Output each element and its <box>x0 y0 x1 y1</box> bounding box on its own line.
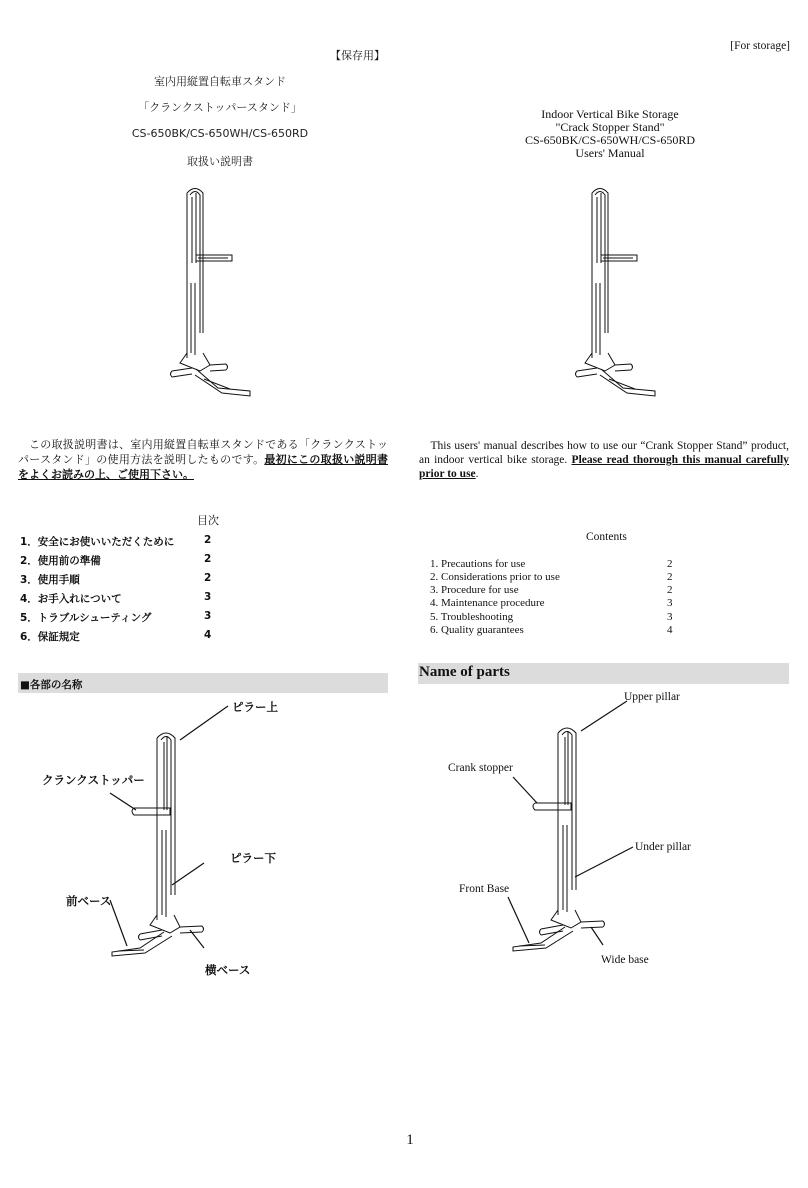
stand-illustration-jp <box>160 183 250 398</box>
label-front-base-jp: 前ベース <box>66 894 112 908</box>
toc-page-en: 3 <box>667 611 673 623</box>
label-wide-base-jp: 横ベース <box>205 963 251 977</box>
page-number: 1 <box>406 1132 414 1148</box>
toc-page-en: 4 <box>667 624 673 636</box>
parts-heading-jp: ■各部の名称 <box>20 679 83 691</box>
toc-page-en: 2 <box>667 558 673 570</box>
toc-item-en[interactable]: 1. Precautions for use <box>430 558 526 570</box>
toc-page-jp: 2 <box>204 572 212 584</box>
label-under-pillar-jp: ピラー下 <box>230 851 276 865</box>
title-jp-line1: 室内用縦置自転車スタンド <box>154 75 286 88</box>
intro-end-en: . <box>475 468 479 480</box>
intro-paragraph-en <box>419 439 789 481</box>
storage-tag-en: [For storage] <box>730 40 790 52</box>
toc-item-en[interactable]: 4. Maintenance procedure <box>430 597 545 609</box>
toc-page-en: 2 <box>667 571 673 583</box>
toc-item-jp[interactable]: 6．保証規定 <box>20 631 80 643</box>
toc-page-jp: 2 <box>204 553 212 565</box>
toc-page-en: 2 <box>667 584 673 596</box>
label-front-base-en: Front Base <box>459 883 510 895</box>
toc-page-jp: 3 <box>204 610 212 622</box>
intro-emphasis-jp: 最初にこの取扱い説明書をよくお読みの上、ご使用下さい。 <box>18 453 388 481</box>
intro-emphasis-en: Please read thorough this manual carefully prior to use <box>419 454 789 480</box>
toc-item-jp[interactable]: 1．安全にお使いいただくために <box>20 536 175 548</box>
title-en-line3: CS-650BK/CS-650WH/CS-650RD <box>524 133 696 147</box>
toc-item-en[interactable]: 5. Troubleshooting <box>430 611 514 623</box>
toc-page-en: 3 <box>667 597 673 609</box>
toc-page-jp: 2 <box>204 534 212 546</box>
toc-item-jp[interactable]: 4．お手入れについて <box>20 593 122 605</box>
label-crank-stopper-en: Crank stopper <box>448 762 513 774</box>
toc-page-jp: 4 <box>204 629 212 641</box>
label-crank-stopper-jp: クランクストッパー <box>42 773 145 787</box>
title-en-line2: "Crack Stopper Stand" <box>555 120 665 134</box>
toc-item-jp[interactable]: 2．使用前の準備 <box>20 555 101 567</box>
intro-text-en: This users' manual describes how to use our “Crank Stopper Stand” product, an indoor vertical bike storage. <box>419 440 789 466</box>
toc-title-en: Contents <box>586 531 627 543</box>
label-upper-pillar-en: Upper pillar <box>624 691 680 703</box>
label-under-pillar-en: Under pillar <box>635 841 691 853</box>
title-en-line1: Indoor Vertical Bike Storage <box>541 107 679 121</box>
toc-item-en[interactable]: 3. Procedure for use <box>430 584 519 596</box>
storage-tag-jp: 【保存用】 <box>330 49 385 62</box>
label-wide-base-en: Wide base <box>601 954 649 966</box>
toc-title-jp: 目次 <box>197 514 219 527</box>
stand-illustration-en <box>565 183 655 398</box>
parts-heading-en: Name of parts <box>419 664 510 680</box>
toc-item-jp[interactable]: 5．トラブルシューティング <box>20 612 152 624</box>
parts-diagram-en <box>505 715 635 965</box>
title-jp-line2: 「クランクストッパースタンド」 <box>138 101 302 114</box>
toc-item-en[interactable]: 2. Considerations prior to use <box>430 571 560 583</box>
intro-text-jp: この取扱説明書は、室内用縦置自転車スタンドである「クランクストッパースタンド」の使用方法を説明したものです。 <box>18 438 388 466</box>
title-en-line4: Users' Manual <box>575 146 645 160</box>
toc-page-jp: 3 <box>204 591 212 603</box>
label-upper-pillar-jp: ピラー上 <box>232 700 278 714</box>
title-jp-line4: 取扱い説明書 <box>187 155 253 168</box>
parts-diagram-jp <box>100 720 230 970</box>
title-jp-line3: CS-650BK/CS-650WH/CS-650RD <box>131 127 309 140</box>
toc-item-en[interactable]: 6. Quality guarantees <box>430 624 524 636</box>
intro-paragraph-jp <box>18 437 388 482</box>
toc-item-jp[interactable]: 3．使用手順 <box>20 574 80 586</box>
